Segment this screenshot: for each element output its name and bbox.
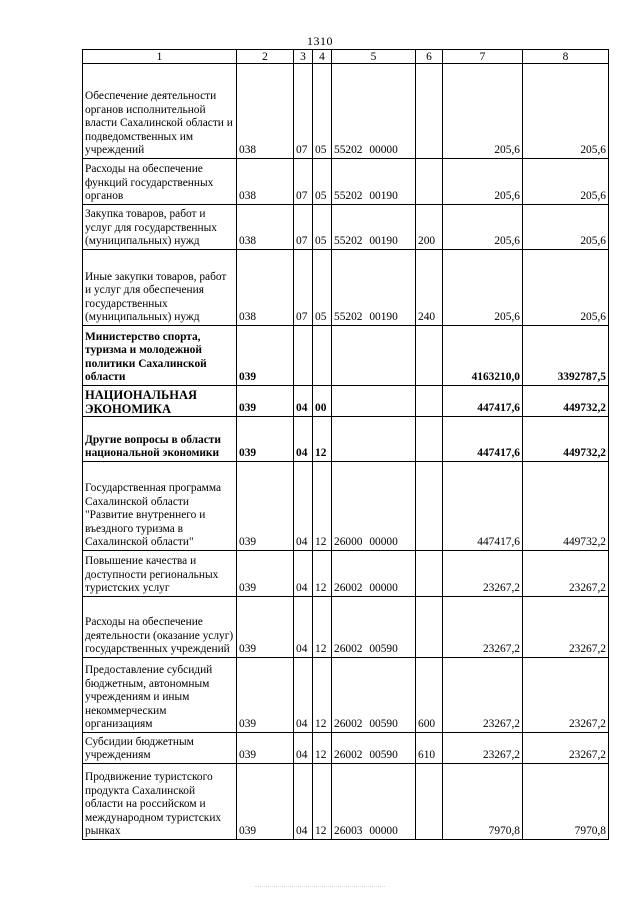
row-csr: 55202 00190 (332, 159, 416, 205)
row-sum-1: 23267,2 (443, 733, 523, 764)
row-pr: 05 (313, 159, 332, 205)
row-pr: 05 (313, 250, 332, 326)
row-sum-2: 449732,2 (523, 417, 609, 462)
row-sum-2: 205,6 (523, 64, 609, 159)
row-pr: 12 (313, 417, 332, 462)
row-csr: 26003 00000 (332, 764, 416, 840)
row-sum-2: 3392787,5 (523, 326, 609, 386)
column-header: 7 (443, 50, 523, 64)
row-rz: 04 (294, 386, 313, 417)
scan-artifact (255, 880, 385, 887)
row-sum-1: 4163210,0 (443, 326, 523, 386)
budget-table (82, 49, 609, 840)
row-sum-1: 447417,6 (443, 386, 523, 417)
row-sum-2: 205,6 (523, 205, 609, 250)
row-sum-2: 7970,8 (523, 764, 609, 840)
row-rz: 04 (294, 551, 313, 597)
row-ved: 038 (237, 250, 294, 326)
row-name: Расходы на обеспечение функций государственных органов (83, 159, 237, 205)
row-rz: 07 (294, 64, 313, 159)
row-sum-2: 23267,2 (523, 551, 609, 597)
row-sum-2: 449732,2 (523, 462, 609, 551)
row-vr (416, 462, 443, 551)
row-vr: 200 (416, 205, 443, 250)
row-ved: 039 (237, 658, 294, 733)
row-rz (294, 326, 313, 386)
row-vr: 610 (416, 733, 443, 764)
row-csr: 26002 00590 (332, 597, 416, 658)
row-ved: 039 (237, 733, 294, 764)
row-ved: 038 (237, 64, 294, 159)
row-rz: 07 (294, 205, 313, 250)
row-csr: 26002 00000 (332, 551, 416, 597)
table-row (83, 764, 609, 840)
row-csr: 55202 00190 (332, 250, 416, 326)
row-rz: 07 (294, 159, 313, 205)
table-row (83, 386, 609, 417)
row-sum-1: 205,6 (443, 159, 523, 205)
table-row (83, 159, 609, 205)
table-row (83, 658, 609, 733)
row-rz: 04 (294, 597, 313, 658)
row-csr (332, 326, 416, 386)
row-name: Министерство спорта, туризма и молодежной политики Сахалинской области (83, 326, 237, 386)
row-pr: 12 (313, 597, 332, 658)
column-header: 4 (313, 50, 332, 64)
row-sum-2: 205,6 (523, 159, 609, 205)
row-csr: 55202 00190 (332, 205, 416, 250)
table-row (83, 462, 609, 551)
row-vr (416, 326, 443, 386)
table-header-row (83, 50, 609, 64)
row-sum-2: 23267,2 (523, 658, 609, 733)
row-name: Другие вопросы в области национальной экономики (83, 417, 237, 462)
row-sum-1: 205,6 (443, 64, 523, 159)
row-ved: 038 (237, 205, 294, 250)
column-header: 6 (416, 50, 443, 64)
row-ved: 038 (237, 159, 294, 205)
row-ved: 039 (237, 597, 294, 658)
table-row (83, 551, 609, 597)
row-ved: 039 (237, 417, 294, 462)
row-rz: 07 (294, 250, 313, 326)
row-csr: 26002 00590 (332, 658, 416, 733)
row-vr (416, 386, 443, 417)
row-sum-1: 447417,6 (443, 462, 523, 551)
row-ved: 039 (237, 326, 294, 386)
row-vr (416, 764, 443, 840)
row-csr (332, 386, 416, 417)
column-header: 8 (523, 50, 609, 64)
row-vr: 240 (416, 250, 443, 326)
row-csr: 26002 00590 (332, 733, 416, 764)
row-name: Расходы на обеспечение деятельности (оказание услуг) государственных учреждений (83, 597, 237, 658)
table-row (83, 250, 609, 326)
row-name: Повышение качества и доступности региональных туристских услуг (83, 551, 237, 597)
row-csr: 26000 00000 (332, 462, 416, 551)
row-vr (416, 159, 443, 205)
table-row (83, 326, 609, 386)
table-row (83, 64, 609, 159)
row-ved: 039 (237, 551, 294, 597)
column-header: 1 (83, 50, 237, 64)
column-header: 5 (332, 50, 416, 64)
row-pr: 05 (313, 64, 332, 159)
table-row (83, 417, 609, 462)
row-name: НАЦИОНАЛЬНАЯ ЭКОНОМИКА (83, 386, 237, 417)
column-header: 3 (294, 50, 313, 64)
row-sum-1: 23267,2 (443, 597, 523, 658)
row-vr (416, 551, 443, 597)
row-rz: 04 (294, 764, 313, 840)
row-name: Продвижение туристского продукта Сахалинской области на российском и международном туристских рынках (83, 764, 237, 840)
row-rz: 04 (294, 417, 313, 462)
row-pr: 12 (313, 462, 332, 551)
row-pr: 12 (313, 764, 332, 840)
row-ved: 039 (237, 764, 294, 840)
row-pr: 12 (313, 658, 332, 733)
row-vr (416, 417, 443, 462)
row-vr: 600 (416, 658, 443, 733)
row-csr: 55202 00000 (332, 64, 416, 159)
row-rz: 04 (294, 733, 313, 764)
row-rz: 04 (294, 462, 313, 551)
row-sum-2: 205,6 (523, 250, 609, 326)
row-ved: 039 (237, 462, 294, 551)
row-sum-1: 205,6 (443, 250, 523, 326)
row-sum-1: 23267,2 (443, 551, 523, 597)
row-sum-2: 23267,2 (523, 733, 609, 764)
row-name: Предоставление субсидий бюджетным, автономным учреждениям и иным некоммерческим организациям (83, 658, 237, 733)
row-pr: 05 (313, 205, 332, 250)
row-name: Государственная программа Сахалинской области "Развитие внутреннего и въездного туризма в Сахалинской области" (83, 462, 237, 551)
column-header: 2 (237, 50, 294, 64)
table-row (83, 733, 609, 764)
row-ved: 039 (237, 386, 294, 417)
row-csr (332, 417, 416, 462)
row-sum-2: 23267,2 (523, 597, 609, 658)
row-sum-1: 447417,6 (443, 417, 523, 462)
row-name: Обеспечение деятельности органов исполнительной власти Сахалинской области и подведомственных им учреждений (83, 64, 237, 159)
row-name: Иные закупки товаров, работ и услуг для обеспечения государственных (муниципальных) нужд (83, 250, 237, 326)
row-rz: 04 (294, 658, 313, 733)
table-row (83, 597, 609, 658)
row-sum-1: 7970,8 (443, 764, 523, 840)
row-name: Субсидии бюджетным учреждениям (83, 733, 237, 764)
row-sum-2: 449732,2 (523, 386, 609, 417)
row-vr (416, 64, 443, 159)
row-name: Закупка товаров, работ и услуг для государственных (муниципальных) нужд (83, 205, 237, 250)
row-vr (416, 597, 443, 658)
row-pr: 00 (313, 386, 332, 417)
row-sum-1: 205,6 (443, 205, 523, 250)
row-sum-1: 23267,2 (443, 658, 523, 733)
row-pr: 12 (313, 733, 332, 764)
page-number: 1310 (307, 34, 333, 48)
row-pr: 12 (313, 551, 332, 597)
row-pr (313, 326, 332, 386)
table-row (83, 205, 609, 250)
